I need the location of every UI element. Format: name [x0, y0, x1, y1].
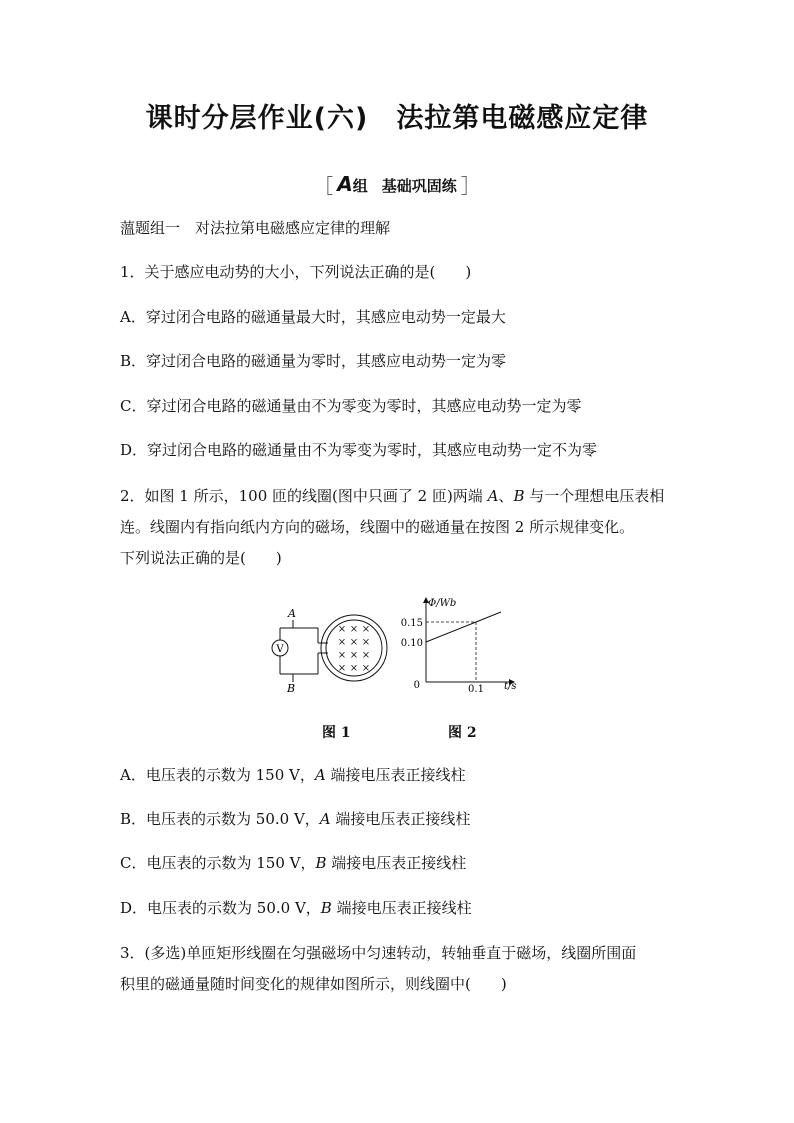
flux-series-line	[426, 612, 501, 642]
q1-option-c: C．穿过闭合电路的磁通量由不为零变为零时，其感应电动势一定为零	[120, 397, 582, 415]
figure-2-caption: 图 2	[448, 725, 477, 741]
q2-option-c	[120, 853, 466, 873]
magnetic-field-into-page-icon: ×	[361, 637, 371, 648]
q2-option-a	[120, 765, 465, 785]
q2-stem-part: 与一个理想电压表相	[524, 487, 665, 505]
magnetic-field-into-page-icon: ×	[337, 637, 347, 648]
q2-option-text: D．电压表的示数为 50.0 V，	[120, 899, 321, 917]
voltmeter-label: V	[276, 644, 284, 655]
q2-option-text: 端接电压表正接线柱	[325, 766, 466, 784]
group-label: A	[337, 172, 353, 196]
q2-option-b	[120, 809, 470, 829]
magnetic-field-into-page-icon: ×	[337, 624, 347, 635]
y-tick-label: 0.15	[400, 618, 423, 629]
group-suffix: 组	[352, 177, 368, 195]
y-tick-label: 0.10	[400, 638, 423, 649]
q2-stem-part: 、	[498, 487, 514, 505]
terminal-b-label: B	[287, 682, 296, 695]
q2-stem-var-a: A	[487, 487, 499, 505]
q2-stem-var-b: B	[513, 487, 525, 505]
q2-stem-part: 2．如图 1 所示，100 匝的线圈(图中只画了 2 匝)两端	[120, 487, 488, 505]
magnetic-field-into-page-icon: ×	[337, 663, 347, 674]
y-axis-label: Φ/Wb	[428, 598, 457, 609]
q2-option-text: 端接电压表正接线柱	[326, 854, 467, 872]
section-heading: 薀题组一 对法拉第电磁感应定律的理解	[120, 219, 391, 237]
magnetic-field-into-page-icon: ×	[337, 650, 347, 661]
q2-option-text: A．电压表的示数为 150 V，	[120, 766, 315, 784]
q2-option-text: 端接电压表正接线柱	[330, 810, 471, 828]
q1-option-b: B．穿过闭合电路的磁通量为零时，其感应电动势一定为零	[120, 352, 507, 370]
figure-2-flux-graph	[394, 592, 524, 696]
q2-option-var: A	[314, 766, 326, 784]
q2-option-text: 端接电压表正接线柱	[331, 899, 472, 917]
q1-option-a: A．穿过闭合电路的磁通量最大时，其感应电动势一定最大	[120, 308, 506, 326]
q2-option-var: B	[320, 899, 332, 917]
magnetic-field-into-page-icon: ×	[361, 663, 371, 674]
right-bracket: ］	[460, 174, 481, 198]
figure-1-caption: 图 1	[322, 725, 351, 741]
figure-1-coil-circuit	[268, 600, 398, 700]
page-title: 课时分层作业(六) 法拉第电磁感应定律	[145, 103, 649, 134]
q1-option-d: D．穿过闭合电路的磁通量由不为零变为零时，其感应电动势一定不为零	[120, 441, 598, 459]
q3-stem: 3．(多选)单匝矩形线圈在匀强磁场中匀速转动，转轴垂直于磁场，线圈所围面	[120, 944, 637, 962]
q2-stem-line3: 下列说法正确的是( )	[120, 549, 282, 567]
magnetic-field-into-page-icon: ×	[361, 624, 371, 635]
q2-stem	[120, 486, 664, 506]
group-header	[0, 170, 794, 199]
magnetic-field-into-page-icon: ×	[349, 624, 359, 635]
q2-option-var: A	[319, 810, 331, 828]
q2-option-var: B	[315, 854, 327, 872]
terminal-a-label: A	[288, 607, 296, 620]
left-bracket: ［	[313, 174, 334, 198]
x-tick-label: 0.1	[468, 684, 484, 695]
x-axis-label: t/s	[504, 681, 517, 692]
q2-option-text: B．电压表的示数为 50.0 V，	[120, 810, 320, 828]
magnetic-field-into-page-icon: ×	[349, 663, 359, 674]
q3-stem-line2: 积里的磁通量随时间变化的规律如图所示，则线圈中( )	[120, 975, 507, 993]
magnetic-field-into-page-icon: ×	[349, 637, 359, 648]
group-name: 基础巩固练	[381, 177, 457, 195]
magnetic-field-into-page-icon: ×	[349, 650, 359, 661]
q2-option-d	[120, 898, 472, 918]
magnetic-field-into-page-icon: ×	[361, 650, 371, 661]
q1-stem: 1．关于感应电动势的大小，下列说法正确的是( )	[120, 263, 472, 281]
q2-option-text: C．电压表的示数为 150 V，	[120, 854, 316, 872]
q2-stem-line2: 连。线圈内有指向纸内方向的磁场，线圈中的磁通量在按图 2 所示规律变化。	[120, 518, 635, 536]
origin-label: 0	[413, 680, 420, 691]
